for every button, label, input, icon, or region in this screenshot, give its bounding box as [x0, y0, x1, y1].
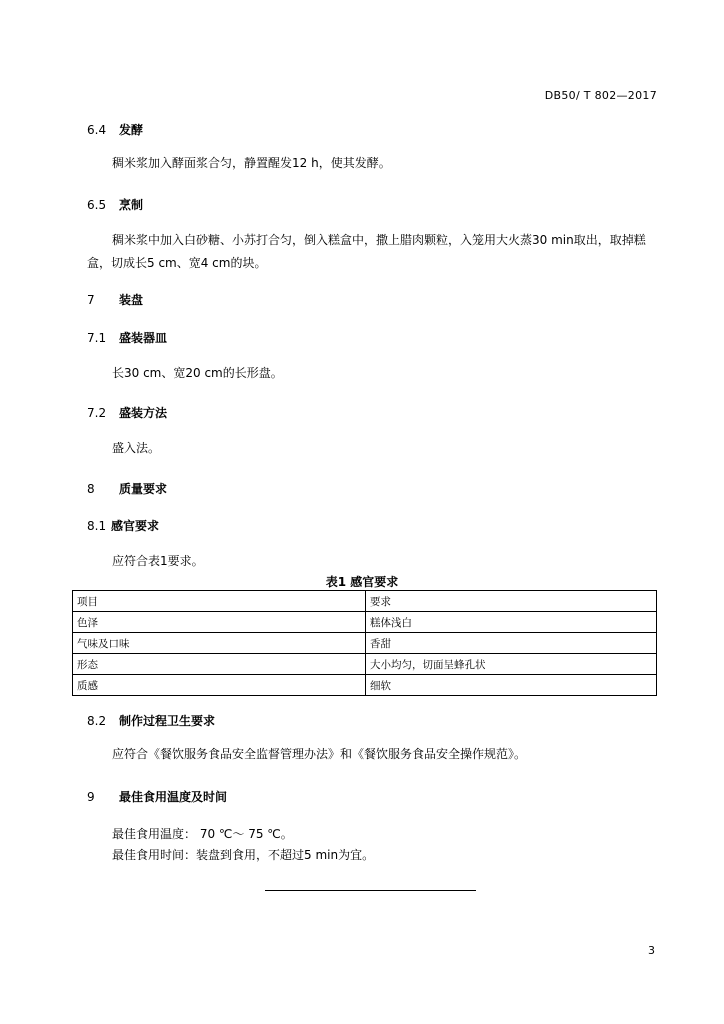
table-cell: 形态: [73, 654, 366, 675]
section-heading-7-1: [87, 329, 167, 346]
sensory-requirements-table: [72, 590, 657, 696]
table-cell: 细软: [366, 675, 657, 696]
section-number: 6.5: [87, 198, 107, 212]
section-6-4-text: 稠米浆加入酵面浆合匀，静置醒发12 h，使其发酵。: [112, 156, 391, 170]
best-time-line: 最佳食用时间：装盘到食用，不超过5 min为宜。: [112, 848, 375, 862]
section-number: 8.1: [87, 519, 107, 533]
section-heading-8-1: [87, 517, 159, 534]
section-number: 7: [87, 293, 95, 307]
section-title: 盛装器皿: [119, 331, 168, 345]
table-header-row: [73, 591, 657, 612]
section-title: 感官要求: [111, 519, 160, 533]
section-heading-8-2: [87, 712, 215, 729]
section-number: 7.1: [87, 331, 107, 345]
section-heading-6-5: [87, 196, 143, 213]
section-7-2-text: 盛入法。: [112, 441, 161, 455]
section-title: 质量要求: [119, 482, 168, 496]
section-title: 制作过程卫生要求: [119, 714, 216, 728]
section-title: 发酵: [119, 123, 144, 137]
section-title: 盛装方法: [119, 406, 168, 420]
table-header-cell: 要求: [366, 591, 657, 612]
table-header-cell: 项目: [73, 591, 366, 612]
table-row: [73, 654, 657, 675]
table-cell: 色泽: [73, 612, 366, 633]
end-of-standard-rule: [265, 890, 476, 891]
section-number: 6.4: [87, 123, 107, 137]
table-row: [73, 675, 657, 696]
section-heading-9: [87, 788, 227, 805]
section-number: 7.2: [87, 406, 107, 420]
section-heading-7-2: [87, 404, 167, 421]
section-title: 装盘: [119, 293, 144, 307]
table-row: [73, 633, 657, 654]
section-heading-8: [87, 480, 167, 497]
section-number: 8: [87, 482, 95, 496]
section-6-5-text: 稠米浆中加入白砂糖、小苏打合匀，倒入糕盒中，撒上腊肉颗粒，入笼用大火蒸30 min取出，取掉糕盒，切成长5 cm、宽4 cm的块。: [87, 233, 646, 270]
table-caption: 表1 感官要求: [325, 575, 399, 589]
section-8-1-text: 应符合表1要求。: [112, 554, 204, 568]
table-cell: 大小均匀，切面呈蜂孔状: [366, 654, 657, 675]
table-row: [73, 612, 657, 633]
table-cell: 香甜: [366, 633, 657, 654]
section-number: 9: [87, 790, 95, 804]
table-cell: 糕体浅白: [366, 612, 657, 633]
section-title: 最佳食用温度及时间: [119, 790, 228, 804]
section-number: 8.2: [87, 714, 107, 728]
page-number: 3: [648, 944, 655, 957]
best-temperature-line: 最佳食用温度： 70 ℃～ 75 ℃。: [112, 827, 293, 841]
section-title: 烹制: [119, 198, 144, 212]
table-cell: 气味及口味: [73, 633, 366, 654]
section-heading-7: [87, 291, 143, 308]
section-heading-6-4: [87, 121, 143, 138]
section-7-1-text: 长30 cm、宽20 cm的长形盘。: [112, 366, 283, 380]
document-code: DB50/ T 802—2017: [544, 89, 657, 102]
table-cell: 质感: [73, 675, 366, 696]
section-8-2-text: 应符合《餐饮服务食品安全监督管理办法》和《餐饮服务食品安全操作规范》。: [112, 747, 527, 761]
